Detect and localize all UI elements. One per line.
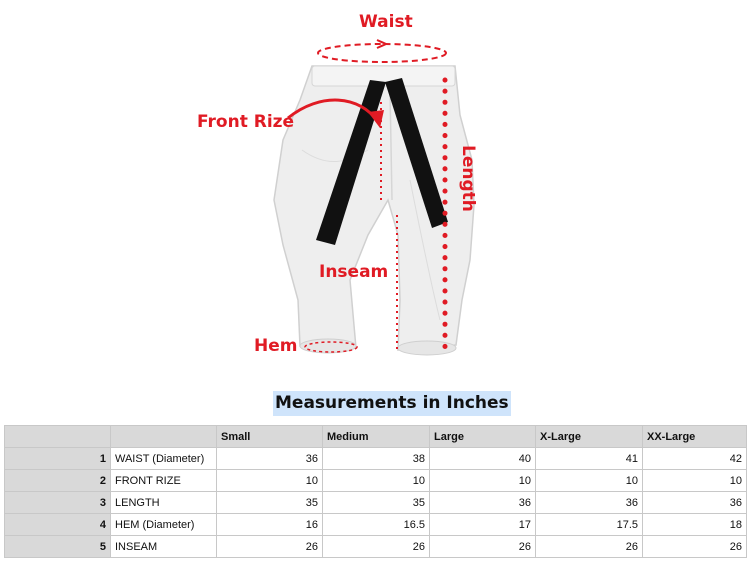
row-number: 4 [5, 514, 111, 536]
measurements-heading: Measurements in Inches [273, 391, 511, 416]
table-row [5, 492, 747, 514]
table-cell: 17.5 [536, 514, 643, 536]
table-row [5, 448, 747, 470]
table-cell: 16 [217, 514, 323, 536]
table-cell: 10 [217, 470, 323, 492]
table-cell: 10 [323, 470, 430, 492]
table-cell: 17 [430, 514, 536, 536]
inseam-label: Inseam [319, 262, 389, 282]
column-header: XX-Large [643, 426, 747, 448]
row-number: 3 [5, 492, 111, 514]
hem-label: Hem [254, 336, 298, 356]
row-number: 2 [5, 470, 111, 492]
table-cell: 10 [430, 470, 536, 492]
table-cell: 36 [430, 492, 536, 514]
row-label: LENGTH [111, 492, 217, 514]
row-label: HEM (Diameter) [111, 514, 217, 536]
table-cell: 26 [643, 536, 747, 558]
table-cell: 41 [536, 448, 643, 470]
table-cell: 26 [323, 536, 430, 558]
corner-cell [5, 426, 111, 448]
front-rize-label: Front Rize [197, 112, 295, 132]
row-label: FRONT RIZE [111, 470, 217, 492]
right-cuff [398, 341, 456, 355]
table-cell: 35 [217, 492, 323, 514]
row-label: INSEAM [111, 536, 217, 558]
row-number: 5 [5, 536, 111, 558]
row-number: 1 [5, 448, 111, 470]
table-cell: 26 [430, 536, 536, 558]
table-cell: 35 [323, 492, 430, 514]
header-row [5, 426, 747, 448]
table-cell: 36 [217, 448, 323, 470]
table-cell: 10 [536, 470, 643, 492]
column-header: Medium [323, 426, 430, 448]
table-cell: 42 [643, 448, 747, 470]
table-cell: 40 [430, 448, 536, 470]
column-header: X-Large [536, 426, 643, 448]
measurements-table [4, 425, 747, 558]
table-cell: 18 [643, 514, 747, 536]
table-cell: 26 [536, 536, 643, 558]
table-cell: 16.5 [323, 514, 430, 536]
table-row [5, 470, 747, 492]
column-header: Large [430, 426, 536, 448]
table-cell: 36 [536, 492, 643, 514]
table-cell: 36 [643, 492, 747, 514]
label-header-cell [111, 426, 217, 448]
table-row [5, 514, 747, 536]
table-cell: 38 [323, 448, 430, 470]
left-cuff [300, 339, 356, 353]
waist-label: Waist [359, 12, 413, 32]
row-label: WAIST (Diameter) [111, 448, 217, 470]
column-header: Small [217, 426, 323, 448]
table-cell: 10 [643, 470, 747, 492]
table-cell: 26 [217, 536, 323, 558]
length-label: Length [458, 145, 478, 212]
table-row [5, 536, 747, 558]
